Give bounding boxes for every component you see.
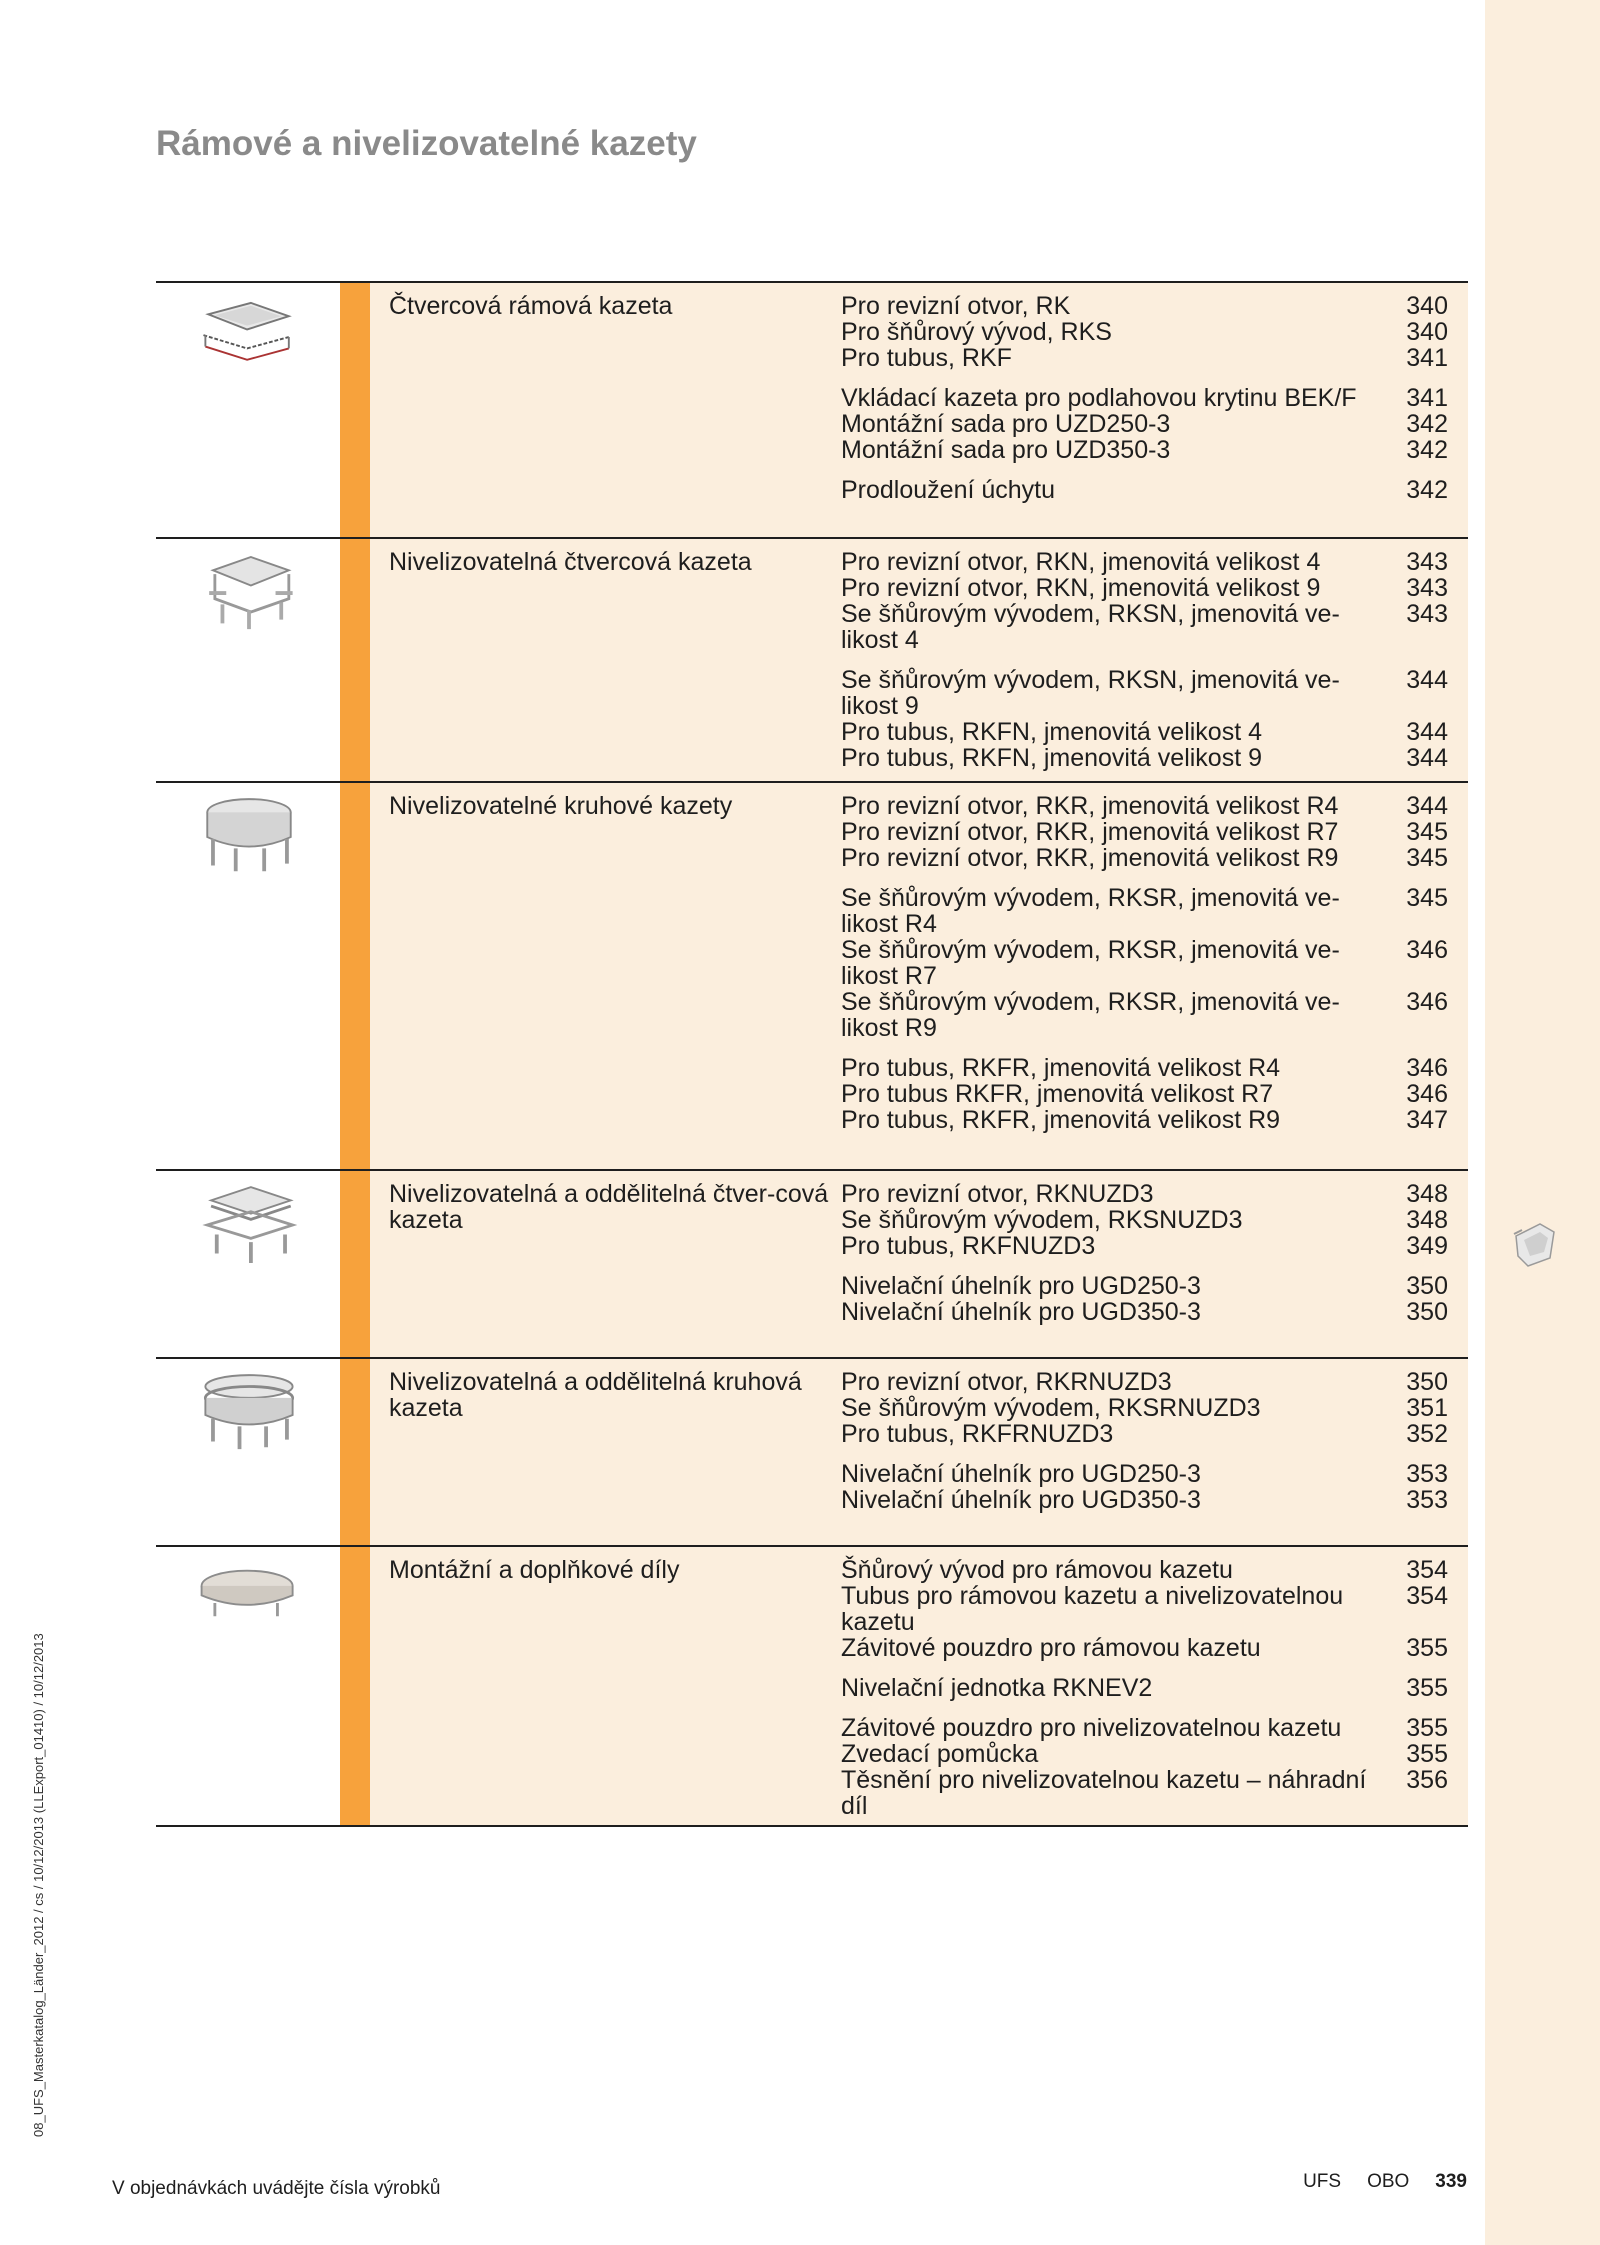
item-page-number: 342 — [1406, 436, 1448, 464]
item-entry[interactable] — [841, 1421, 1448, 1447]
item-entry[interactable] — [841, 477, 1448, 503]
item-entry[interactable] — [841, 845, 1448, 871]
item-group — [841, 293, 1448, 371]
accent-bar — [340, 539, 370, 781]
product-image-cell — [156, 283, 340, 537]
item-entry[interactable] — [841, 1715, 1448, 1741]
item-group — [841, 1055, 1448, 1133]
item-text: Se šňůrovým vývodem, RKSRNUZD3 — [841, 1394, 1261, 1422]
item-entry[interactable] — [841, 1233, 1448, 1259]
item-list — [841, 1547, 1468, 1825]
row-content — [370, 283, 1468, 537]
item-page-number: 351 — [1406, 1394, 1448, 1422]
square-frame-cassette-icon — [194, 293, 304, 383]
item-page-number: 340 — [1406, 318, 1448, 346]
item-list — [841, 283, 1468, 537]
item-text: Se šňůrovým vývodem, RKSR, jmenovitá ve-likost R9 — [841, 988, 1340, 1042]
item-entry[interactable] — [841, 1107, 1448, 1133]
item-entry[interactable] — [841, 411, 1448, 437]
item-text: Pro tubus, RKFR, jmenovitá velikost R9 — [841, 1106, 1281, 1134]
item-text: Závitové pouzdro pro rámovou kazetu — [841, 1634, 1261, 1662]
separable-square-cassette-icon — [194, 1181, 304, 1271]
item-entry[interactable] — [841, 1461, 1448, 1487]
item-text: Se šňůrovým vývodem, RKSNUZD3 — [841, 1206, 1243, 1234]
row-content — [370, 539, 1468, 781]
item-page-number: 347 — [1406, 1106, 1448, 1134]
row-content — [370, 1359, 1468, 1545]
item-entry[interactable] — [841, 1055, 1448, 1081]
item-text: Nivelační úhelník pro UGD350-3 — [841, 1486, 1201, 1514]
item-entry[interactable] — [841, 1635, 1448, 1661]
catalog-row — [156, 283, 1468, 539]
item-page-number: 342 — [1406, 476, 1448, 504]
product-image-cell — [156, 1171, 340, 1357]
item-page-number: 343 — [1406, 574, 1448, 602]
item-entry[interactable] — [841, 345, 1448, 371]
item-page-number: 356 — [1406, 1766, 1448, 1794]
row-content — [370, 1547, 1468, 1825]
item-page-number: 355 — [1406, 1634, 1448, 1662]
item-group — [841, 885, 1448, 1041]
item-text: Zvedací pomůcka — [841, 1740, 1039, 1768]
separable-round-cassette-icon — [194, 1369, 304, 1459]
catalog-index-table — [156, 281, 1468, 1827]
accent-bar — [340, 1359, 370, 1545]
levelling-round-cassette-icon — [194, 793, 304, 883]
item-group — [841, 1369, 1448, 1447]
item-page-number: 348 — [1406, 1180, 1448, 1208]
category-name: Montážní a doplňkové díly — [389, 1556, 680, 1584]
item-group — [841, 1461, 1448, 1513]
item-list — [841, 539, 1468, 781]
item-entry[interactable] — [841, 793, 1448, 819]
item-page-number: 345 — [1406, 844, 1448, 872]
item-page-number: 346 — [1406, 988, 1448, 1016]
item-text: Závitové pouzdro pro nivelizovatelnou kazetu — [841, 1714, 1342, 1742]
item-text: Nivelační jednotka RKNEV2 — [841, 1674, 1153, 1702]
item-page-number: 346 — [1406, 1054, 1448, 1082]
item-entry[interactable] — [841, 1273, 1448, 1299]
accent-bar — [340, 1547, 370, 1825]
document-code: 08_UFS_Masterkatalog_Länder_2012 / cs / 10/12/2013 (LLExport_01410) / 10/12/2013 — [31, 1633, 46, 2137]
page-title: Rámové a nivelizovatelné kazety — [156, 124, 697, 163]
item-entry[interactable] — [841, 719, 1448, 745]
item-text: Pro tubus, RKFN, jmenovitá velikost 9 — [841, 744, 1262, 772]
item-page-number: 344 — [1406, 744, 1448, 772]
item-page-number: 352 — [1406, 1420, 1448, 1448]
row-content — [370, 783, 1468, 1169]
item-text: Nivelační úhelník pro UGD250-3 — [841, 1460, 1201, 1488]
item-list — [841, 1171, 1468, 1357]
item-entry[interactable] — [841, 385, 1448, 411]
accent-bar — [340, 283, 370, 537]
item-entry[interactable] — [841, 319, 1448, 345]
item-page-number: 341 — [1406, 384, 1448, 412]
item-page-number: 344 — [1406, 792, 1448, 820]
item-page-number: 340 — [1406, 292, 1448, 320]
item-page-number: 353 — [1406, 1486, 1448, 1514]
item-entry[interactable] — [841, 1675, 1448, 1701]
item-entry[interactable] — [841, 989, 1448, 1041]
item-text: Pro tubus, RKFNUZD3 — [841, 1232, 1096, 1260]
item-page-number: 354 — [1406, 1582, 1448, 1610]
item-group — [841, 667, 1448, 771]
item-group — [841, 385, 1448, 463]
product-image-cell — [156, 783, 340, 1169]
catalog-row — [156, 1171, 1468, 1359]
item-page-number: 355 — [1406, 1740, 1448, 1768]
item-entry[interactable] — [841, 667, 1448, 719]
item-text: Se šňůrovým vývodem, RKSR, jmenovitá ve-likost R4 — [841, 884, 1340, 938]
item-page-number: 344 — [1406, 666, 1448, 694]
footer-meta — [1303, 2171, 1467, 2193]
item-group — [841, 1181, 1448, 1259]
item-entry[interactable] — [841, 1207, 1448, 1233]
category-name: Nivelizovatelná čtvercová kazeta — [389, 548, 752, 576]
item-entry[interactable] — [841, 1487, 1448, 1513]
item-group — [841, 477, 1448, 503]
item-group — [841, 549, 1448, 653]
brand-label: OBO — [1367, 2171, 1410, 2192]
item-group — [841, 793, 1448, 871]
item-entry[interactable] — [841, 1081, 1448, 1107]
item-text: Se šňůrovým vývodem, RKSN, jmenovitá ve-likost 9 — [841, 666, 1340, 720]
item-entry[interactable] — [841, 1557, 1448, 1583]
item-list — [841, 1359, 1468, 1545]
item-group — [841, 1715, 1448, 1819]
section-label: UFS — [1303, 2171, 1342, 2192]
item-list — [841, 783, 1468, 1169]
item-text: Šňůrový vývod pro rámovou kazetu — [841, 1556, 1233, 1584]
item-text: Pro revizní otvor, RK — [841, 292, 1071, 320]
item-text: Montážní sada pro UZD250-3 — [841, 410, 1171, 438]
item-page-number: 354 — [1406, 1556, 1448, 1584]
catalog-row — [156, 783, 1468, 1171]
item-text: Se šňůrovým vývodem, RKSR, jmenovitá ve-likost R7 — [841, 936, 1340, 990]
item-text: Pro tubus, RKFR, jmenovitá velikost R4 — [841, 1054, 1281, 1082]
item-text: Pro revizní otvor, RKN, jmenovitá velikost 4 — [841, 548, 1321, 576]
item-page-number: 346 — [1406, 936, 1448, 964]
item-page-number: 343 — [1406, 600, 1448, 628]
catalog-row — [156, 1359, 1468, 1547]
item-text: Pro tubus RKFR, jmenovitá velikost R7 — [841, 1080, 1274, 1108]
item-page-number: 341 — [1406, 344, 1448, 372]
item-text: Montážní sada pro UZD350-3 — [841, 436, 1171, 464]
catalog-row — [156, 1547, 1468, 1827]
item-entry[interactable] — [841, 1369, 1448, 1395]
item-text: Prodloužení úchytu — [841, 476, 1056, 504]
category-name: Nivelizovatelná a oddělitelná kruhová kazeta — [389, 1368, 802, 1422]
order-note: V objednávkách uvádějte čísla výrobků — [112, 2178, 441, 2199]
item-entry[interactable] — [841, 1767, 1448, 1819]
item-entry[interactable] — [841, 575, 1448, 601]
item-text: Pro revizní otvor, RKNUZD3 — [841, 1180, 1154, 1208]
row-content — [370, 1171, 1468, 1357]
accent-bar — [340, 783, 370, 1169]
item-page-number: 355 — [1406, 1674, 1448, 1702]
item-text: Tubus pro rámovou kazetu a nivelizovatelnou kazetu — [841, 1582, 1344, 1636]
item-group — [841, 1675, 1448, 1701]
item-entry[interactable] — [841, 819, 1448, 845]
category-name: Nivelizovatelná a oddělitelná čtver-cová kazeta — [389, 1180, 829, 1234]
item-entry[interactable] — [841, 885, 1448, 937]
item-text: Nivelační úhelník pro UGD350-3 — [841, 1298, 1201, 1326]
item-text: Nivelační úhelník pro UGD250-3 — [841, 1272, 1201, 1300]
item-text: Pro tubus, RKF — [841, 344, 1012, 372]
side-color-strip — [1485, 0, 1600, 2245]
item-entry[interactable] — [841, 1741, 1448, 1767]
item-page-number: 350 — [1406, 1298, 1448, 1326]
product-image-cell — [156, 539, 340, 781]
item-page-number: 344 — [1406, 718, 1448, 746]
item-page-number: 343 — [1406, 548, 1448, 576]
item-page-number: 345 — [1406, 884, 1448, 912]
levelling-square-cassette-icon — [194, 549, 304, 639]
item-entry[interactable] — [841, 293, 1448, 319]
item-entry[interactable] — [841, 1299, 1448, 1325]
mounting-accessory-icon — [194, 1557, 304, 1647]
item-page-number: 342 — [1406, 410, 1448, 438]
item-group — [841, 1273, 1448, 1325]
category-name: Nivelizovatelné kruhové kazety — [389, 792, 733, 820]
catalog-row — [156, 539, 1468, 783]
item-page-number: 345 — [1406, 818, 1448, 846]
item-entry[interactable] — [841, 745, 1448, 771]
item-entry[interactable] — [841, 601, 1448, 653]
item-entry[interactable] — [841, 549, 1448, 575]
item-page-number: 346 — [1406, 1080, 1448, 1108]
item-entry[interactable] — [841, 1395, 1448, 1421]
item-text: Pro revizní otvor, RKR, jmenovitá velikost R9 — [841, 844, 1339, 872]
item-text: Pro tubus, RKFRNUZD3 — [841, 1420, 1114, 1448]
item-page-number: 353 — [1406, 1460, 1448, 1488]
item-text: Pro revizní otvor, RKR, jmenovitá velikost R4 — [841, 792, 1339, 820]
item-entry[interactable] — [841, 1583, 1448, 1635]
item-page-number: 349 — [1406, 1232, 1448, 1260]
item-text: Se šňůrovým vývodem, RKSN, jmenovitá ve-likost 4 — [841, 600, 1340, 654]
item-text: Vkládací kazeta pro podlahovou krytinu BEK/F — [841, 384, 1357, 412]
item-page-number: 350 — [1406, 1272, 1448, 1300]
item-entry[interactable] — [841, 437, 1448, 463]
product-image-cell — [156, 1359, 340, 1545]
accent-bar — [340, 1171, 370, 1357]
item-text: Pro revizní otvor, RKN, jmenovitá velikost 9 — [841, 574, 1321, 602]
item-page-number: 350 — [1406, 1368, 1448, 1396]
item-text: Pro revizní otvor, RKRNUZD3 — [841, 1368, 1172, 1396]
product-image-cell — [156, 1547, 340, 1825]
item-page-number: 348 — [1406, 1206, 1448, 1234]
category-name: Čtvercová rámová kazeta — [389, 292, 673, 320]
section-tab-icon — [1510, 1218, 1558, 1270]
item-group — [841, 1557, 1448, 1661]
item-entry[interactable] — [841, 937, 1448, 989]
item-text: Pro šňůrový vývod, RKS — [841, 318, 1112, 346]
item-entry[interactable] — [841, 1181, 1448, 1207]
item-text: Pro revizní otvor, RKR, jmenovitá velikost R7 — [841, 818, 1339, 846]
item-page-number: 355 — [1406, 1714, 1448, 1742]
item-text: Pro tubus, RKFN, jmenovitá velikost 4 — [841, 718, 1262, 746]
item-text: Těsnění pro nivelizovatelnou kazetu – náhradní díl — [841, 1766, 1367, 1820]
page-number: 339 — [1435, 2171, 1467, 2192]
